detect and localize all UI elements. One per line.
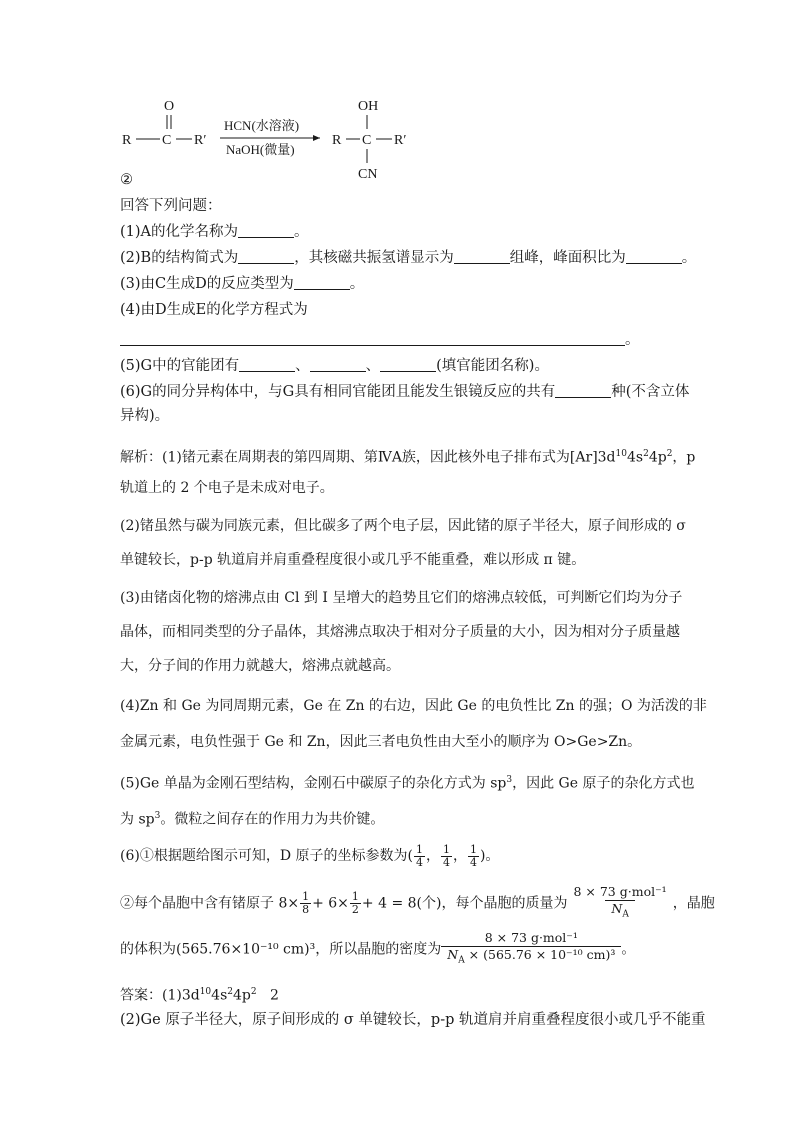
answer-blank[interactable] [555,383,611,398]
reactant-o: O [164,99,175,114]
arrow-reagent-top: HCN(水溶液) [224,118,300,133]
product-c: C [362,133,372,148]
product-r: R [332,133,342,148]
product-cn: CN [358,167,378,182]
reaction-scheme [120,92,440,184]
solution-5-cont: 为 $sp^3$。微粒之间存在的作用力为共价键。 [120,811,385,828]
reactant-c: C [162,133,172,148]
question-5: (5)G中的官能团有 、 、 (填官能团名称)。 [120,358,549,374]
reactant-rprime: R′ [194,133,207,148]
solution-1-cont: 轨道上的 2 个电子是未成对电子。 [120,480,334,496]
question-3: (3)由C生成D的反应类型为 。 [120,276,365,292]
solution-2-cont: 单键较长，p-p 轨道肩并肩重叠程度很小或几乎不能重叠，难以形成 π 键。 [120,552,586,568]
fraction: $\frac{1}{8}$ [302,889,310,916]
solution-4: (4)Zn 和 Ge 为同周期元素，Ge 在 Zn 的右边，因此 Ge 的电负性比 Zn 的强；O 为活泼的非 [120,698,707,714]
item-marker: ② [120,172,133,188]
question-4-answer-line: 。 [120,330,640,350]
product-oh: OH [358,99,379,114]
density-fraction: $\frac{\text{8 × 73 g·mol⁻¹}}{N_A \times (565.76 \times 10^{-10} cm)^3}$ [441,930,621,969]
solution-1: 解析：(1)锗元素在周期表的第四周期、第ⅣA族，因此核外电子排布式为$[Ar]3d^{10}4s^24p^2$，p [120,449,696,466]
arrow-reagent-bottom: NaOH(微量) [226,142,295,157]
solution-4-cont: 金属元素，电负性强于 Ge 和 Zn，因此三者电负性由大至小的顺序为 O>Ge>Zn。 [120,734,642,750]
question-4: (4)由D生成E的化学方程式为 [120,302,308,318]
answer-blank[interactable] [239,357,295,372]
solution-5: (5)Ge 单晶为金刚石型结构，金刚石中碳原子的杂化方式为 $sp^3$，因此 Ge 原子的杂化方式也 [120,775,695,792]
answer-1: 答案：$(1)3d^{10}4s^24p^2$ 2 [120,987,279,1004]
question-2: (2)B的结构简式为 ，其核磁共振氢谱显示为 组峰，峰面积比为 。 [120,250,697,266]
solution-8: 的体积为(565.76×10⁻¹⁰ cm)³，所以晶胞的密度为 $\frac{\text{8 × 73 g·mol⁻¹}}{N_A \times (565.76 \times 10^{-10} cm)^3}$ 。 [120,930,635,969]
reactant-r: R [122,133,132,148]
solution-3-cont2: 大，分子间的作用力就越大，熔沸点就越高。 [120,658,400,674]
question-1: (1)A的化学名称为 。 [120,224,309,240]
fraction: $\frac{1}{4}$ [442,842,450,869]
fraction: $\frac{1}{4}$ [469,842,477,869]
question-6: (6)G的同分异构体中，与G具有相同官能团且能发生银镜反应的共有 种(不含立体 [120,384,690,400]
questions-heading: 回答下列问题： [120,198,222,214]
solution-2: (2)锗虽然与碳为同族元素，但比碳多了两个电子层，因此锗的原子半径大，原子间形成的 σ [120,518,686,534]
answer-blank[interactable] [294,275,350,290]
arrow-head-icon [313,135,320,141]
solution-7: ②每个晶胞中含有锗原子 8× $\frac{1}{8}$ + 6× $\frac{1}{2}$ + 4 = 8(个)，每个晶胞的质量为 $\frac{\text{8 × 73 g·mol⁻¹}}{N_A}$ ，晶胞 [120,884,715,923]
answer-2: (2)Ge 原子半径大，原子间形成的 σ 单键较长，p-p 轨道肩并肩重叠程度很小或几乎不能重 [120,1012,706,1028]
solution-3-cont1: 晶体，而相同类型的分子晶体，其熔沸点取决于相对分子质量的大小，因为相对分子质量越 [120,624,680,640]
product-rprime: R′ [394,133,407,148]
fraction: $\frac{1}{4}$ [415,842,423,869]
mass-fraction: $\frac{\text{8 × 73 g·mol⁻¹}}{N_A}$ [567,884,672,923]
fraction: $\frac{1}{2}$ [351,889,359,916]
answer-blank[interactable] [454,249,510,264]
answer-blank[interactable] [626,249,682,264]
answer-blank[interactable] [380,357,436,372]
solution-6: (6)①根据题给图示可知，D 原子的坐标参数为( $\frac{1}{4}$ ， $\frac{1}{4}$ ， $\frac{1}{4}$ )。 [120,842,500,869]
question-6-cont: 异构)。 [120,408,170,424]
answer-blank[interactable] [238,223,294,238]
solution-3: (3)由锗卤化物的熔沸点由 Cl 到 I 呈增大的趋势且它们的熔沸点较低，可判断它们均为分子 [120,590,683,606]
answer-blank[interactable] [238,249,294,264]
answer-blank[interactable] [310,357,366,372]
answer-blank[interactable] [120,331,625,346]
